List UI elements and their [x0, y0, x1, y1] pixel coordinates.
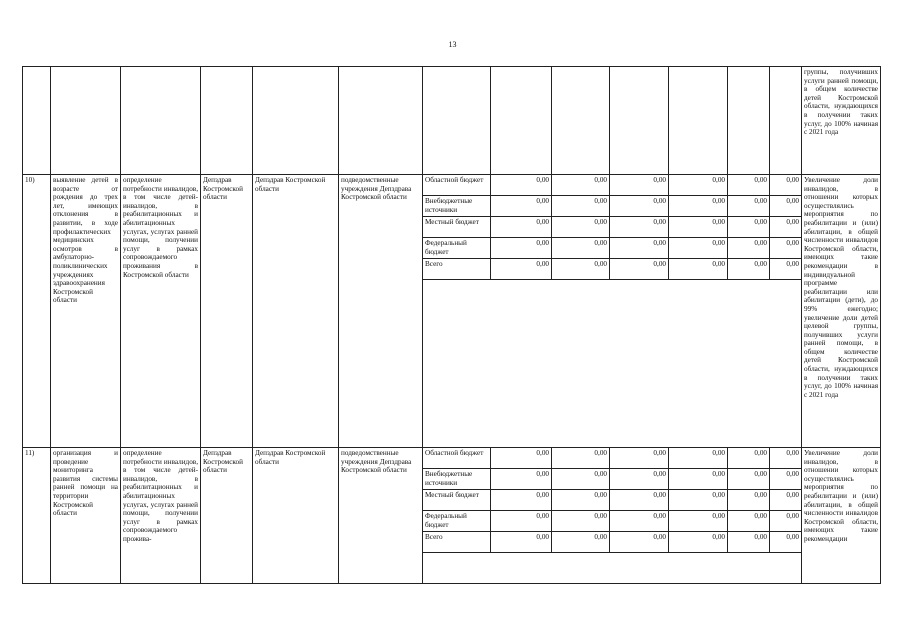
value-cell: 0,00	[770, 532, 802, 553]
value-cell: 0,00	[610, 490, 669, 511]
funding-source: Федеральный бюджет	[423, 238, 491, 259]
value-cell: 0,00	[770, 217, 802, 238]
funding-source: Местный бюджет	[423, 490, 491, 511]
value-cell: 0,00	[491, 175, 552, 196]
value-cell: 0,00	[552, 532, 610, 553]
value-cell: 0,00	[552, 490, 610, 511]
value-cell: 0,00	[491, 259, 552, 280]
coordinator-cell: Депздрав Костромской области	[201, 175, 253, 448]
value-cell: 0,00	[491, 217, 552, 238]
funding-source: Внебюджетные источники	[423, 469, 491, 490]
objective-cell: определение потребности инвалидов, в том числе детей-инвалидов, в реабилитационных и абилитационных услугах, услугах ранней помощи, получении услуг в рамках сопровождаемого прожива-	[121, 448, 201, 584]
value-cell: 0,00	[669, 469, 728, 490]
value-cell: 0,00	[728, 511, 770, 532]
activity-cell: выявление детей в возрасте от рождения до трех лет, имеющих отклонения в развитии, в ходе профилактических медицинских осмотров в амбулаторно-поликлинических учреждениях здравоохранения Костромской области	[51, 175, 121, 448]
value-cell: 0,00	[728, 532, 770, 553]
value-cell: 0,00	[728, 448, 770, 469]
value-cell: 0,00	[669, 532, 728, 553]
page-number: 13	[448, 40, 457, 49]
value-cell: 0,00	[610, 217, 669, 238]
value-cell: 0,00	[491, 490, 552, 511]
value-cell: 0,00	[552, 196, 610, 217]
value-cell: 0,00	[669, 511, 728, 532]
value-cell: 0,00	[610, 469, 669, 490]
value-cell: 0,00	[491, 196, 552, 217]
executor-cell: Депздрав Костромской области	[253, 448, 339, 584]
table-row-continuation	[23, 67, 881, 175]
funding-source: Всего	[423, 259, 491, 280]
funding-source: Местный бюджет	[423, 217, 491, 238]
value-cell: 0,00	[552, 448, 610, 469]
effect-cell: Увеличение доли инвалидов, в отношении которых осуществлялись мероприятия по реабилитации и (или) абилитации, в общей численности инвалидов Костромской области, имеющих такие рекомендации в индивидуальной программе реабилитации или абилитации (дети), до 99% ежегодно; увеличение доли детей целевой группы, получивших услуги ранней помощи, в общем количестве детей Костромской области, нуждающихся в получении таких услуг, до 100% начиная с 2021 года	[802, 175, 881, 448]
value-cell: 0,00	[770, 238, 802, 259]
value-cell: 0,00	[552, 469, 610, 490]
value-cell: 0,00	[491, 511, 552, 532]
value-cell: 0,00	[770, 490, 802, 511]
value-cell: 0,00	[770, 259, 802, 280]
value-cell: 0,00	[669, 217, 728, 238]
value-cell: 0,00	[728, 469, 770, 490]
effect-cell-continuation: группы, получивших услуги ранней помощи, в общем количестве детей Костромской области, нуждающихся в получении таких услуг, до 100% начиная с 2021 года	[802, 67, 881, 175]
program-table-sheet	[22, 66, 878, 584]
value-cell: 0,00	[610, 196, 669, 217]
funding-source: Областной бюджет	[423, 175, 491, 196]
value-cell: 0,00	[610, 238, 669, 259]
value-cell: 0,00	[491, 238, 552, 259]
table-row	[23, 448, 881, 469]
value-cell: 0,00	[728, 217, 770, 238]
value-cell: 0,00	[552, 259, 610, 280]
activity-cell: организация и проведение мониторинга развития системы ранней помощи на территории Костромской области	[51, 448, 121, 584]
value-cell: 0,00	[610, 175, 669, 196]
value-cell: 0,00	[728, 196, 770, 217]
value-cell: 0,00	[770, 196, 802, 217]
coordinator-cell: Депздрав Костромской области	[201, 448, 253, 584]
value-cell: 0,00	[552, 217, 610, 238]
value-cell: 0,00	[669, 448, 728, 469]
funding-source: Федеральный бюджет	[423, 511, 491, 532]
objective-cell: определение потребности инвалидов, в том числе детей-инвалидов, в реабилитационных и абилитационных услугах, услугах ранней помощи, получении услуг в рамках сопровождаемого проживания в Костромской области	[121, 175, 201, 448]
value-cell: 0,00	[491, 448, 552, 469]
value-cell: 0,00	[552, 175, 610, 196]
row-number: 11)	[23, 448, 51, 584]
participants-cell: подведомственные учреждения Депздрава Костромской области	[339, 448, 423, 584]
value-cell: 0,00	[610, 448, 669, 469]
value-cell: 0,00	[669, 490, 728, 511]
value-cell: 0,00	[491, 469, 552, 490]
value-cell: 0,00	[728, 490, 770, 511]
value-cell: 0,00	[610, 511, 669, 532]
value-cell: 0,00	[552, 511, 610, 532]
participants-cell: подведомственные учреждения Депздрава Костромской области	[339, 175, 423, 448]
value-cell: 0,00	[770, 448, 802, 469]
value-cell: 0,00	[669, 175, 728, 196]
funding-source: Всего	[423, 532, 491, 553]
value-cell: 0,00	[728, 175, 770, 196]
effect-cell: Увеличение доли инвалидов, в отношении которых осуществлялись мероприятия по реабилитации и (или) абилитации, в общей численности инвалидов Костромской области, имеющих такие рекомендации	[802, 448, 881, 584]
value-cell: 0,00	[669, 238, 728, 259]
executor-cell: Депздрав Костромской области	[253, 175, 339, 448]
value-cell: 0,00	[728, 259, 770, 280]
value-cell: 0,00	[610, 532, 669, 553]
value-cell: 0,00	[669, 259, 728, 280]
value-cell: 0,00	[669, 196, 728, 217]
row-number: 10)	[23, 175, 51, 448]
value-cell: 0,00	[770, 511, 802, 532]
value-cell: 0,00	[491, 532, 552, 553]
value-cell: 0,00	[610, 259, 669, 280]
value-cell: 0,00	[770, 469, 802, 490]
value-cell: 0,00	[728, 238, 770, 259]
funding-source: Областной бюджет	[423, 448, 491, 469]
value-cell: 0,00	[770, 175, 802, 196]
program-activities-table	[22, 66, 881, 584]
value-cell: 0,00	[552, 238, 610, 259]
funding-source: Внебюджетные источники	[423, 196, 491, 217]
table-row	[23, 175, 881, 196]
